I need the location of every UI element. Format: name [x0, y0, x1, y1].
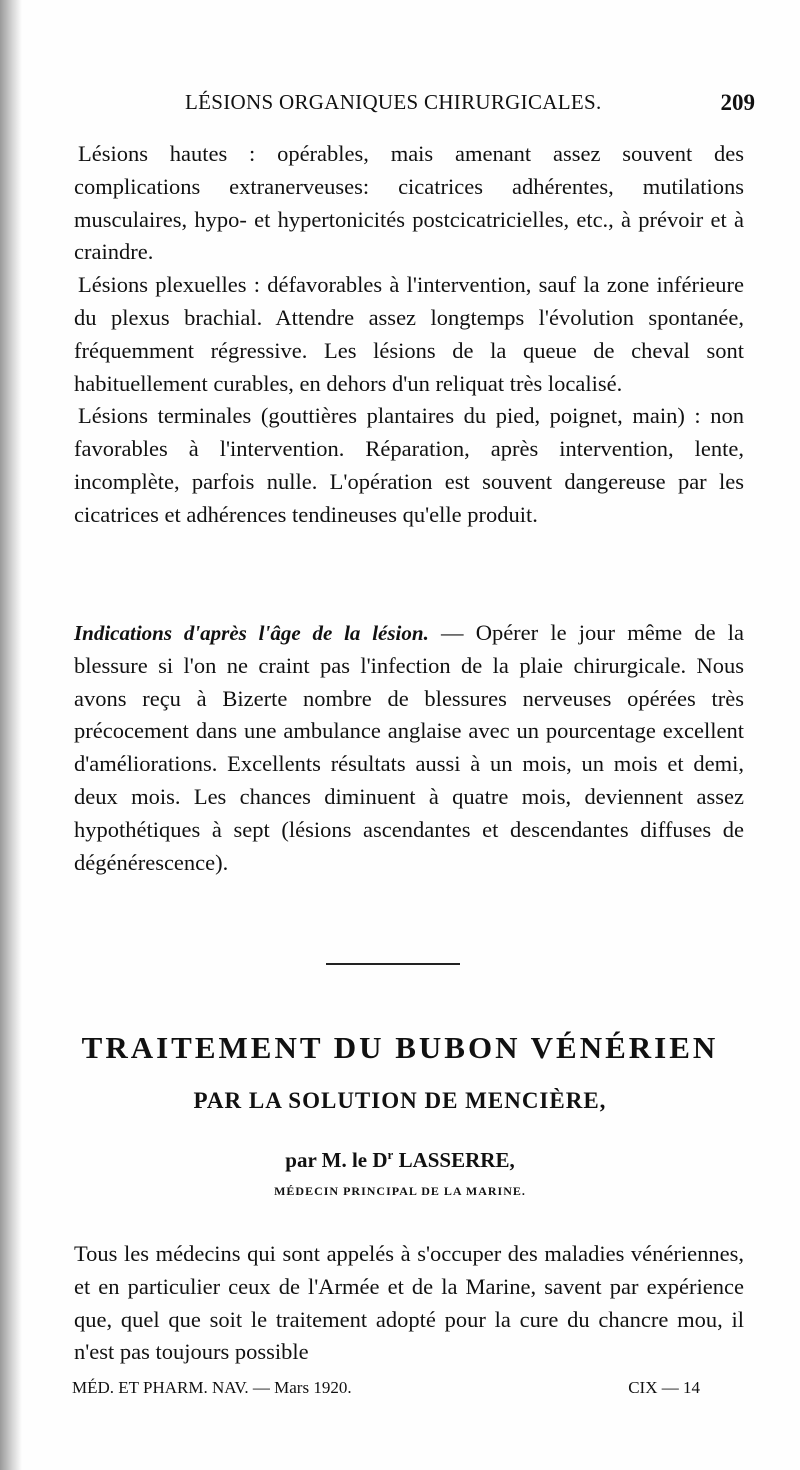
- book-spine-shadow: [0, 0, 22, 1470]
- author-name: LASSERRE,: [393, 1148, 515, 1172]
- article-title: TRAITEMENT DU BUBON VÉNÉRIEN: [81, 1030, 719, 1065]
- page-footer: [72, 1378, 700, 1404]
- byline-prefix: par M. le D: [285, 1148, 388, 1172]
- article-subtitle: PAR LA SOLUTION DE MENCIÈRE,: [193, 1088, 607, 1113]
- footer-journal: MÉD. ET PHARM. NAV. — Mars 1920.: [72, 1378, 352, 1397]
- paragraph-lesions-plexuelles: Lésions plexuelles : défavorables à l'intervention, sauf la zone inférieure du plexus brachial. Attendre assez longtemps l'évolution spontanée, fréquemment régressive. Les lésions de la queue de cheval sont habituellement curables, en dehors d'un reliquat très localisé.: [74, 272, 744, 396]
- running-header: [185, 90, 755, 124]
- paragraph-lesions-hautes: Lésions hautes : opérables, mais amenant assez souvent des complications extranerveuses: cicatrices adhérentes, mutilations musculaires, hypo- et hypertonicités postcicatricielles, etc., à prévoir et à craindre.: [74, 141, 744, 265]
- indications-text: — Opérer le jour même de la blessure si l'on ne craint pas l'infection de la plaie chirurgicale. Nous avons reçu à Bizerte nombre de blessures nerveuses opérées très précocement dans une ambulance anglaise avec un pourcentage excellent d'améliorations. Excellents résultats aussi à un mois, un mois et demi, deux mois. Les chances diminuent à quatre mois, deviennent assez hypothétiques à sept (lésions ascendantes et descendantes diffuses de dégénérescence).: [74, 620, 745, 875]
- running-title: LÉSIONS ORGANIQUES CHIRURGICALES.: [185, 90, 602, 114]
- indications-section: [74, 617, 744, 879]
- indications-lead: Indications d'après l'âge de la lésion.: [74, 621, 429, 645]
- lesions-section: [74, 138, 744, 532]
- article-byline: [60, 1147, 740, 1173]
- article-paragraph: Tous les médecins qui sont appelés à s'occuper des maladies vénériennes, et en particulier ceux de l'Armée et de la Marine, savent par expérience que, quel que soit le traitement adopté pour la cure du chancre mou, il n'est pas toujours possible: [74, 1241, 744, 1365]
- article-body: [74, 1238, 744, 1369]
- footer-signature: CIX — 14: [628, 1378, 700, 1397]
- paragraph-lesions-terminales: Lésions terminales (gouttières plantaires du pied, poignet, main) : non favorables à l'intervention. Réparation, après intervention, lente, incomplète, parfois nulle. L'opération est souvent dangereuse par les cicatrices et adhérences tendineuses qu'elle produit.: [74, 403, 744, 527]
- byline-superscript: r: [387, 1147, 394, 1162]
- section-divider: [326, 963, 460, 965]
- page-number: 209: [720, 90, 755, 115]
- paragraph-indications: [74, 617, 744, 879]
- author-role: MÉDECIN PRINCIPAL DE LA MARINE.: [274, 1184, 526, 1198]
